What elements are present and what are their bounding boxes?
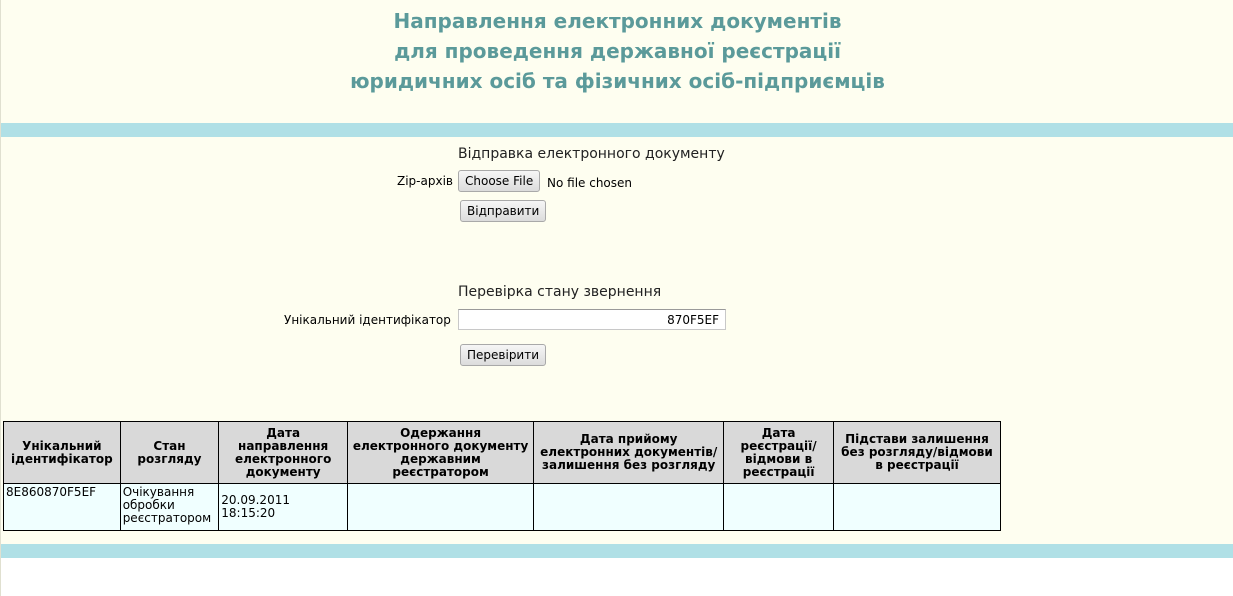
table-header-row xyxy=(4,422,1001,484)
page-footer-area xyxy=(1,558,1233,596)
header-unique-id: Унікальний ідентифікатор xyxy=(4,422,121,484)
no-file-chosen-text: No file chosen xyxy=(547,176,633,190)
cell-reasons xyxy=(833,484,1000,531)
header-received: Одержання електронного документу державним реєстратором xyxy=(348,422,534,484)
zip-archive-label: Zip-архів xyxy=(397,174,453,188)
table-row xyxy=(4,484,1001,531)
cell-unique-id: 8E860870F5EF xyxy=(4,484,121,531)
header-date-sent: Дата направлення електронного документу xyxy=(219,422,348,484)
header-date-registered: Дата реєстрації/ відмови в реєстрації xyxy=(724,422,834,484)
cell-status: Очікування обробки реєстратором xyxy=(120,484,219,531)
cell-date-sent: 20.09.2011 18:15:20 xyxy=(219,484,348,531)
cell-date-registered xyxy=(724,484,834,531)
unique-id-input[interactable] xyxy=(458,309,726,330)
check-section-title: Перевірка стану звернення xyxy=(458,284,662,300)
submit-button[interactable]: Відправити xyxy=(460,200,546,222)
header-reasons: Підстави залишення без розгляду/відмови в реєстрації xyxy=(833,422,1000,484)
header-title-line-1: Направлення електронних документів xyxy=(393,9,842,33)
header-date-accepted: Дата прийому електронних документів/залишення без розгляду xyxy=(534,422,724,484)
header-status: Стан розгляду xyxy=(120,422,219,484)
choose-file-button[interactable]: Choose File xyxy=(458,170,540,192)
results-table xyxy=(3,421,1001,531)
cell-received xyxy=(348,484,534,531)
page-header xyxy=(1,6,1233,96)
bottom-divider-bar xyxy=(1,544,1233,558)
unique-id-label: Унікальний ідентифікатор xyxy=(284,313,451,327)
header-title-line-3: юридичних осіб та фізичних осіб-підприємців xyxy=(350,69,885,93)
cell-date-accepted xyxy=(534,484,724,531)
header-title-line-2: для проведення державної реєстрації xyxy=(394,39,841,63)
check-button[interactable]: Перевірити xyxy=(460,344,546,366)
send-section-title: Відправка електронного документу xyxy=(458,146,725,162)
top-divider-bar xyxy=(1,123,1233,137)
